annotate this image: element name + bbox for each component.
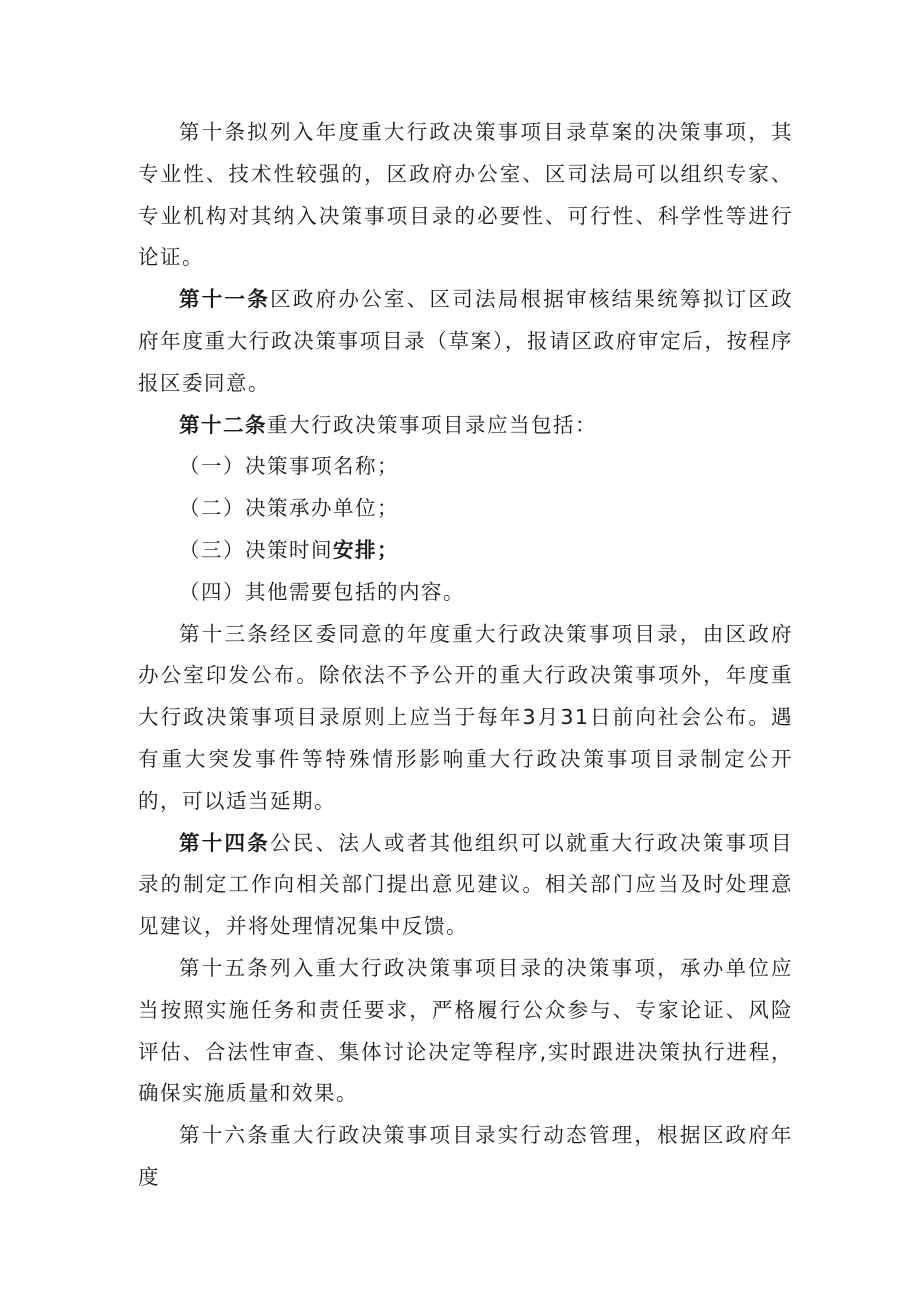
article-16 — [138, 1115, 793, 1199]
article-16-text: 第十六条重大行政决策事项目录实行动态管理，根据区政府年度 — [138, 1123, 793, 1189]
article-14 — [138, 823, 793, 948]
list-item-bold-tail: 安排； — [333, 537, 399, 562]
list-item-text: （三）决策时间 — [179, 537, 333, 562]
list-item-text: （二）决策承办单位； — [179, 496, 399, 521]
article-11-body: 区政府办公室、区司法局根据审核结果统筹拟订区政府年度重大行政决策事项目录（草案），报请区政府审定后，按程序报区委同意。 — [138, 287, 793, 395]
article-10-text: 第十条拟列入年度重大行政决策事项目录草案的决策事项，其专业性、技术性较强的，区政府办公室、区司法局可以组织专家、专业机构对其纳入决策事项目录的必要性、可行性、科学性等进行论证。 — [138, 120, 793, 270]
article-12-item-2 — [138, 488, 793, 530]
article-15 — [138, 948, 793, 1115]
article-14-heading: 第十四条 — [179, 830, 271, 855]
article-13-text: 第十三条经区委同意的年度重大行政决策事项目录，由区政府办公室印发公布。除依法不予公开的重大行政决策事项外，年度重大行政决策事项目录原则上应当于每年3月31日前向社会公布。遇有重大突发事件等特殊情形影响重大行政决策事项目录制定公开的，可以适当延期。 — [138, 621, 793, 813]
article-12-heading: 第十二条 — [179, 412, 267, 437]
list-item-text: （一）决策事项名称； — [179, 454, 399, 479]
article-11 — [138, 279, 793, 404]
article-12-item-4 — [138, 572, 793, 614]
article-12-item-3 — [138, 530, 793, 572]
article-12-item-1 — [138, 446, 793, 488]
list-item-text: （四）其他需要包括的内容。 — [179, 579, 465, 604]
article-11-heading: 第十一条 — [179, 287, 271, 312]
document-body — [138, 112, 793, 1199]
article-12-body: 重大行政决策事项目录应当包括： — [267, 412, 597, 437]
article-14-body: 公民、法人或者其他组织可以就重大行政决策事项目录的制定工作向相关部门提出意见建议。相关部门应当及时处理意见建议，并将处理情况集中反馈。 — [138, 830, 793, 939]
article-12 — [138, 405, 793, 447]
article-13 — [138, 614, 793, 823]
article-10 — [138, 112, 793, 279]
article-15-text: 第十五条列入重大行政决策事项目录的决策事项，承办单位应当按照实施任务和责任要求，严格履行公众参与、专家论证、风险评估、合法性审查、集体讨论决定等程序,实时跟进决策执行进程，确保实施质量和效果。 — [138, 955, 793, 1106]
